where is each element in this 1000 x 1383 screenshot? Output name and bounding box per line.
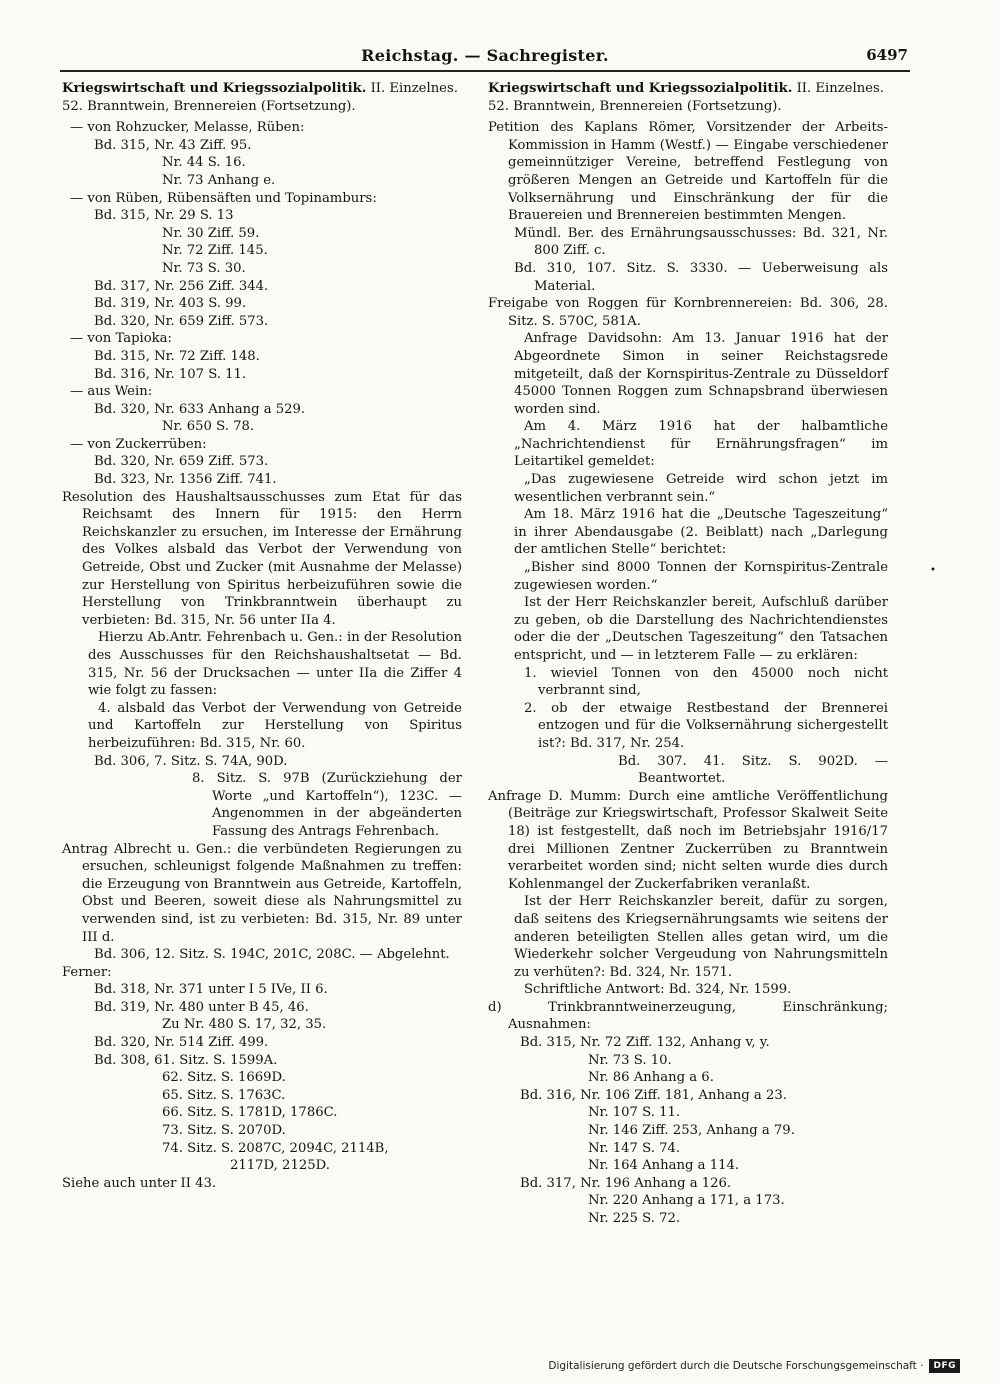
dfg-logo: DFG xyxy=(929,1359,960,1373)
index-entry: Am 18. März 1916 hat die „Deutsche Tageszeitung“ in ihrer Abendausgabe (2. Beiblatt) nach „Darlegung der amtlichen Stelle“ berichtet: xyxy=(514,507,888,558)
index-entry: 2. ob der etwaige Restbestand der Brennerei entzogen und für die Volksernährung sichergestellt ist?: Bd. 317, Nr. 254. xyxy=(524,700,888,751)
index-entry: Nr. 44 S. 16. xyxy=(162,155,246,171)
index-entry: Nr. 86 Anhang a 6. xyxy=(588,1070,714,1086)
index-entry: Bd. 320, Nr. 514 Ziff. 499. xyxy=(94,1035,269,1051)
index-entry: Nr. 73 Anhang e. xyxy=(162,172,276,188)
index-entry: Bd. 315, Nr. 43 Ziff. 95. xyxy=(94,137,252,153)
index-entry: 74. Sitz. S. 2087C, 2094C, 2114B, xyxy=(162,1140,389,1156)
index-entry: Ist der Herr Reichskanzler bereit, Aufschluß darüber zu geben, ob die Darstellung des Nachrichtendienstes oder die der „Deutschen Tageszeitung“ den Tatsachen entspricht, und — in letzterem Falle — zu erklären: xyxy=(514,595,888,663)
index-entry: Bd. 315, Nr. 72 Ziff. 148. xyxy=(94,348,260,364)
index-entry: Bd. 316, Nr. 106 Ziff. 181, Anhang a 23. xyxy=(520,1087,787,1103)
index-entry: Nr. 107 S. 11. xyxy=(588,1105,681,1121)
right-column xyxy=(488,80,888,1228)
index-entry: 2117D, 2125D. xyxy=(230,1158,330,1174)
index-entry: — von Zuckerrüben: xyxy=(70,436,207,452)
index-entry: 1. wieviel Tonnen von den 45000 noch nicht verbrannt sind, xyxy=(524,665,888,699)
index-entry: Bd. 315, Nr. 29 S. 13 xyxy=(94,208,234,224)
index-entry: Bd. 320, Nr. 633 Anhang a 529. xyxy=(94,401,306,417)
index-entry: Bd. 319, Nr. 403 S. 99. xyxy=(94,296,247,312)
index-entry: 8. Sitz. S. 97B (Zurückziehung der Worte „und Kartoffeln“), 123C. — Angenommen in der abgeänderten Fassung des Antrags Fehrenbach. xyxy=(192,771,462,839)
index-entry: Ist der Herr Reichskanzler bereit, dafür zu sorgen, daß seitens des Kriegsernährungsamts wie seitens der anderen beteiligten Stellen alles getan wird, um die Wiederkehr solcher Vergeudung von Nahrungsmitteln zu verhüten?: Bd. 324, Nr. 1571. xyxy=(514,894,888,980)
index-entry: Nr. 146 Ziff. 253, Anhang a 79. xyxy=(588,1123,795,1139)
index-entry: Schriftliche Antwort: Bd. 324, Nr. 1599. xyxy=(524,982,792,998)
index-entry: Bd. 308, 61. Sitz. S. 1599A. xyxy=(94,1052,278,1068)
index-entry: — von Tapioka: xyxy=(70,331,172,347)
index-entry: Siehe auch unter II 43. xyxy=(62,1175,217,1191)
index-entry: 73. Sitz. S. 2070D. xyxy=(162,1123,286,1139)
index-entry: Nr. 147 S. 74. xyxy=(588,1140,681,1156)
section-heading xyxy=(62,80,462,115)
index-entry: 66. Sitz. S. 1781D, 1786C. xyxy=(162,1105,338,1121)
page-number: 6497 xyxy=(866,46,908,64)
index-entry: Bd. 318, Nr. 371 unter I 5 IVe, II 6. xyxy=(94,982,328,998)
heading-rest: II. Einzelnes. xyxy=(792,81,884,96)
index-entry: — aus Wein: xyxy=(70,384,153,400)
index-entry: „Das zugewiesene Getreide wird schon jetzt im wesentlichen verbrannt sein.“ xyxy=(514,472,888,505)
heading-bold: Kriegswirtschaft und Kriegssozialpolitik. xyxy=(488,81,793,96)
index-entry: Nr. 72 Ziff. 145. xyxy=(162,243,268,259)
index-entry: Anfrage Davidsohn: Am 13. Januar 1916 hat der Abgeordnete Simon in seiner Reichstagsrede mitgeteilt, daß der Kornspiritus-Zentrale zu Düsseldorf 45000 Tonnen Roggen zum Schnapsbrand überwiesen worden sind. xyxy=(514,331,888,417)
index-entry: Anfrage D. Mumm: Durch eine amtliche Veröffentlichung (Beiträge zur Kriegswirtschaft, Professor Skalweit Seite 18) ist festgestellt, daß noch im Betriebsjahr 1916/17 drei Millionen Zentner Zuckerrüben zu Branntwein verarbeitet worden sind; nicht selten wurde dies durch Kohlenmangel der Zuckerfabriken veranlaßt. xyxy=(488,788,888,892)
index-entry: Am 4. März 1916 hat der halbamtliche „Nachrichtendienst für Ernährungsfragen“ im Leitartikel gemeldet: xyxy=(514,419,888,470)
index-entry: d) Trinkbranntweinerzeugung, Einschränkung; Ausnahmen: xyxy=(488,999,888,1033)
index-entry: Antrag Albrecht u. Gen.: die verbündeten Regierungen zu ersuchen, schleunigst folgende Maßnahmen zu treffen: die Erzeugung von Branntwein aus Getreide, Kartoffeln, Obst und Beeren, soweit diese als Nahrungsmittel zu verwenden sind, ist zu verbieten: Bd. 315, Nr. 89 unter III d. xyxy=(62,841,462,945)
index-entry: Bd. 319, Nr. 480 unter B 45, 46. xyxy=(94,999,309,1015)
index-entry: Bd. 323, Nr. 1356 Ziff. 741. xyxy=(94,472,277,488)
index-entry: Nr. 164 Anhang a 114. xyxy=(588,1158,740,1174)
index-entry: Ferner: xyxy=(62,964,112,980)
section-heading xyxy=(488,80,888,115)
index-entry: Bd. 306, 12. Sitz. S. 194C, 201C, 208C. — Abgelehnt. xyxy=(94,947,450,963)
subheading: 52. Branntwein, Brennereien (Fortsetzung). xyxy=(62,98,356,114)
index-entry: Zu Nr. 480 S. 17, 32, 35. xyxy=(162,1017,327,1033)
index-entry: Resolution des Haushaltsausschusses zum Etat für das Reichsamt des Innern für 1915: den Herrn Reichskanzler zu ersuchen, im Interesse der Ernährung des Volkes alsbald das Verbot der Verwendung von Getreide, Obst und Zucker (mit Ausnahme der Melasse) zur Herstellung von Spiritus herbeizuführen sowie die Herstellung von Trinkbranntwein überhaupt zu verbieten: Bd. 315, Nr. 56 unter IIa 4. xyxy=(62,489,462,628)
page-header xyxy=(60,40,910,72)
index-entry: Bd. 320, Nr. 659 Ziff. 573. xyxy=(94,454,269,470)
index-entry: Bd. 317, Nr. 256 Ziff. 344. xyxy=(94,278,269,294)
index-entry: — von Rohzucker, Melasse, Rüben: xyxy=(70,120,305,136)
heading-rest: II. Einzelnes. xyxy=(366,81,458,96)
index-entry: Bd. 310, 107. Sitz. S. 3330. — Ueberweisung als Material. xyxy=(514,260,888,294)
index-entry: Nr. 30 Ziff. 59. xyxy=(162,225,260,241)
index-entry: 65. Sitz. S. 1763C. xyxy=(162,1087,286,1103)
index-entry: Mündl. Ber. des Ernährungsausschusses: Bd. 321, Nr. 800 Ziff. c. xyxy=(514,225,888,259)
index-entry: Bd. 306, 7. Sitz. S. 74A, 90D. xyxy=(94,753,288,769)
index-entry: Nr. 73 S. 10. xyxy=(588,1052,672,1068)
index-entry: Nr. 220 Anhang a 171, a 173. xyxy=(588,1193,785,1209)
index-entry: Petition des Kaplans Römer, Vorsitzender der Arbeits-Kommission in Hamm (Westf.) — Eingabe verschiedener gemeinnütziger Vereine, betreffend Festlegung von größeren Mengen an Getreide und Kartoffeln für die Volksernährung und Einschränkung der für die Brauereien und Brennereien bestimmten Mengen. xyxy=(488,120,888,224)
heading-bold: Kriegswirtschaft und Kriegssozialpolitik. xyxy=(62,81,367,96)
index-entry: Nr. 650 S. 78. xyxy=(162,419,255,435)
index-entry: Freigabe von Roggen für Kornbrennereien: Bd. 306, 28. Sitz. S. 570C, 581A. xyxy=(488,296,888,329)
footer xyxy=(548,1359,960,1373)
index-entry: 4. alsbald das Verbot der Verwendung von Getreide und Kartoffeln zur Herstellung von Spiritus herbeizuführen: Bd. 315, Nr. 60. xyxy=(88,700,462,751)
stray-mark: • xyxy=(930,565,936,576)
left-entries xyxy=(62,119,462,1192)
page-title: Reichstag. — Sachregister. xyxy=(361,46,609,65)
index-entry: Nr. 225 S. 72. xyxy=(588,1211,681,1226)
right-entries xyxy=(488,119,888,1227)
index-entry: Bd. 320, Nr. 659 Ziff. 573. xyxy=(94,313,269,329)
footer-text: Digitalisierung gefördert durch die Deutsche Forschungsgemeinschaft · xyxy=(548,1360,924,1372)
index-entry: Bd. 317, Nr. 196 Anhang a 126. xyxy=(520,1175,732,1191)
index-entry: 62. Sitz. S. 1669D. xyxy=(162,1070,286,1086)
index-entry: Bd. 316, Nr. 107 S. 11. xyxy=(94,366,247,382)
index-entry: „Bisher sind 8000 Tonnen der Kornspiritus-Zentrale zugewiesen worden.“ xyxy=(514,560,888,593)
index-entry: Hierzu Ab.Antr. Fehrenbach u. Gen.: in der Resolution des Ausschusses für den Reichshaushaltsetat — Bd. 315, Nr. 56 der Drucksachen — unter IIa die Ziffer 4 wie folgt zu fassen: xyxy=(88,630,462,699)
index-entry: Nr. 73 S. 30. xyxy=(162,260,246,276)
index-entry: — von Rüben, Rübensäften und Topinamburs: xyxy=(70,190,377,206)
index-entry: Bd. 307. 41. Sitz. S. 902D. — Beantwortet. xyxy=(618,753,888,787)
left-column xyxy=(62,80,462,1192)
subheading: 52. Branntwein, Brennereien (Fortsetzung). xyxy=(488,98,782,114)
index-entry: Bd. 315, Nr. 72 Ziff. 132, Anhang v, y. xyxy=(520,1035,770,1051)
